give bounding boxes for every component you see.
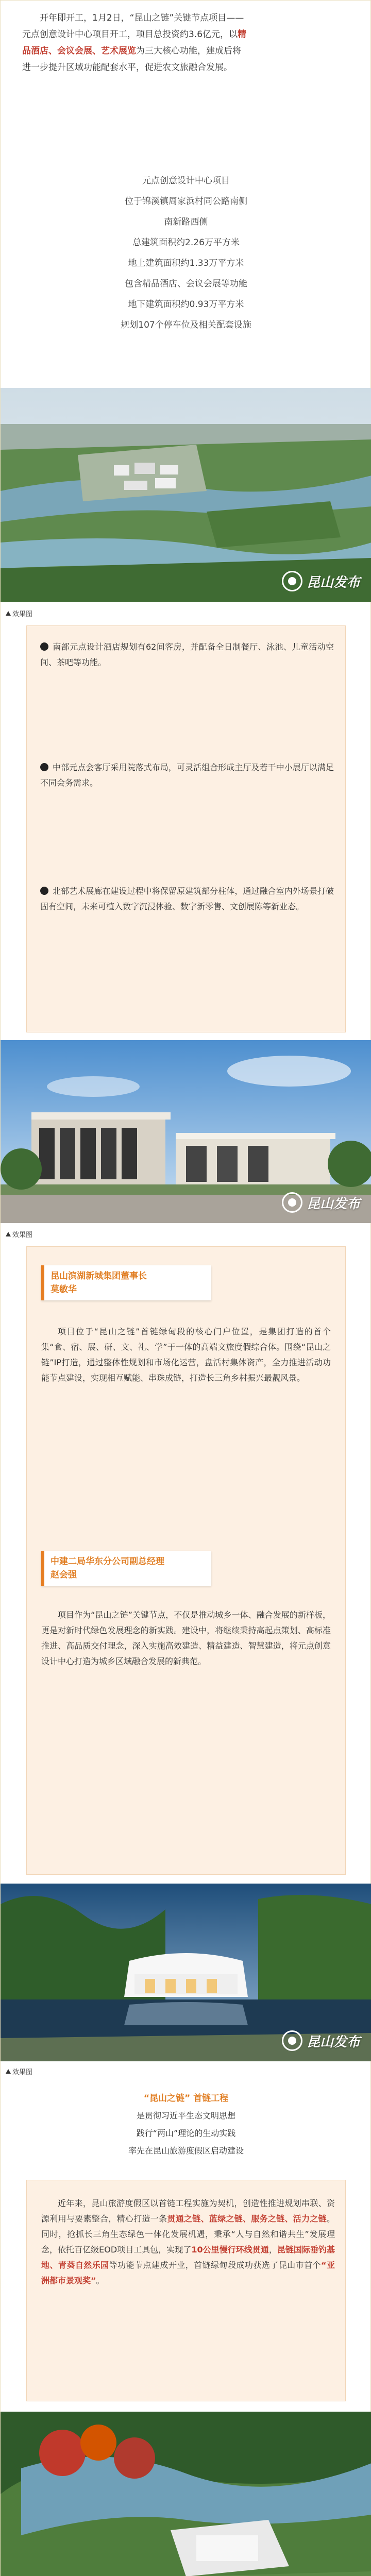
bullet-icon xyxy=(40,763,48,771)
text-span: 等功能节点建成开业，首链绿甸段成功获选了昆山市首个 xyxy=(109,2260,321,2270)
intro-line-4: 进一步提升区域功能配套水平，促进农文旅融合发展。 xyxy=(22,62,232,73)
watermark xyxy=(282,1192,360,1213)
intro-line-1: 开年即开工，1月2日，“昆山之链”关键节点项目—— xyxy=(40,13,244,23)
logo-icon xyxy=(282,571,302,591)
bullet-icon xyxy=(40,642,48,651)
watermark-text: 昆山发布 xyxy=(306,574,360,590)
caption-text: 效果图 xyxy=(12,1231,33,1239)
speaker-name: 赵会强 xyxy=(50,1570,77,1580)
triangle-icon xyxy=(6,1232,11,1236)
intro-highlight-a: 精 xyxy=(238,29,247,40)
functions-box xyxy=(26,625,346,1032)
fact-item: 总建筑面积约2.26万平方米 xyxy=(132,238,240,248)
speaker-title: 昆山滨湖新城集团董事长 xyxy=(50,1271,147,1281)
watermark-text: 昆山发布 xyxy=(306,1196,360,1212)
photo-caption xyxy=(6,1229,32,1239)
highlight-span: 10公里慢行环线贯通 xyxy=(191,2245,269,2255)
text-span: 。 xyxy=(96,2276,105,2285)
highlight-span: “亚洲都市景观奖” xyxy=(41,2260,335,2285)
intro-paragraph xyxy=(22,10,352,76)
bullet-icon xyxy=(40,887,48,895)
intro-line-3: 为三大核心功能，建成后将 xyxy=(136,46,241,56)
caption-text: 效果图 xyxy=(12,2069,33,2076)
highlight-span: 贯通之链、蓝绿之链、服务之链、活力之链 xyxy=(167,2214,327,2224)
summary-line: 践行“两山”理论的生动实践 xyxy=(136,2128,236,2138)
summary-line: 率先在昆山旅游度假区启动建设 xyxy=(128,2146,244,2156)
logo-icon xyxy=(282,2030,302,2051)
highlight-span: 昆链国际垂钓基地、青葵自然乐园 xyxy=(41,2245,335,2270)
bullet-item xyxy=(40,639,334,670)
watermark xyxy=(282,2030,360,2051)
achievements-box xyxy=(26,2180,346,2401)
park-aerial-photo xyxy=(1,2412,371,2576)
fact-item: 包含精品酒店、会议会展等功能 xyxy=(125,279,247,289)
triangle-icon xyxy=(6,2069,11,2074)
fact-item: 地上建筑面积约1.33万平方米 xyxy=(128,258,244,268)
pavilion-photo xyxy=(1,1884,371,2061)
watermark xyxy=(282,571,360,591)
aerial-illustration xyxy=(1,388,371,602)
photo-caption xyxy=(6,2066,32,2076)
bullet-text: 中部元点会客厅采用院落式布局，可灵活组合形成主厅及若干中小展厅以满足不同会务需求。 xyxy=(40,762,334,788)
text-span: 近年来，昆山旅游度假区以首链工程实施为契机，创造性推进规划串联、资源利用与要素整合，精心打造一条 xyxy=(41,2198,335,2224)
text-span: 。同时，抢抓长三角生态绿色一体化发展机遇，秉承“人与自然和谐共生”发展理念，依托百亿级EOD项目工具包，实现了 xyxy=(41,2214,335,2255)
intro-highlight-b: 品酒店、会议会展、艺术展览 xyxy=(22,46,136,56)
logo-icon xyxy=(282,1192,302,1213)
speaker-title: 中建二局华东分公司副总经理 xyxy=(50,1556,164,1567)
speaker-tag xyxy=(41,1551,211,1586)
project-summary xyxy=(1,2090,371,2160)
aerial-photo xyxy=(1,388,371,602)
project-facts xyxy=(1,171,371,335)
park-illustration xyxy=(1,2412,371,2576)
speaker-name: 莫敏华 xyxy=(50,1284,77,1295)
bullet-item xyxy=(40,884,334,914)
bullet-text: 北部艺术展廊在建设过程中将保留原建筑部分柱体，通过融合室内外场景打破固有空间，未来可植入数字沉浸体验、数字新零售、文创展陈等新业态。 xyxy=(40,886,334,911)
building-render-photo xyxy=(1,1040,371,1223)
quotes-box xyxy=(26,1246,346,1875)
fact-item: 规划107个停车位及相关配套设施 xyxy=(121,320,251,330)
text-span: ， xyxy=(268,2245,277,2255)
fact-item: 元点创意设计中心项目 xyxy=(142,176,230,186)
watermark-text: 昆山发布 xyxy=(306,2034,360,2050)
fact-item: 位于锦溪镇周家浜村同公路南侧 xyxy=(125,196,247,207)
summary-title: “昆山之链” 首链工程 xyxy=(143,2093,229,2104)
speaker-tag xyxy=(41,1265,211,1300)
bullet-text: 南部元点设计酒店规划有62间客房，并配备全日制餐厅、泳池、儿童活动空间、茶吧等功能。 xyxy=(40,642,334,667)
photo-caption xyxy=(6,608,32,618)
summary-line: 是贯彻习近平生态文明思想 xyxy=(136,2111,235,2121)
fact-item: 南新路西侧 xyxy=(164,217,208,227)
intro-line-2: 元点创意设计中心项目开工，项目总投资约3.6亿元，以 xyxy=(22,29,238,40)
fact-item: 地下建筑面积约0.93万平方米 xyxy=(128,299,244,310)
triangle-icon xyxy=(6,611,11,616)
quote-paragraph: 项目作为“昆山之链”关键节点，不仅是推动城乡一体、融合发展的新样板，更是对新时代绿色发展理念的新实践。建设中，将继续秉持高起点策划、高标准推进、高品质交付理念，深入实施高效建造、精益建造、智慧建造，将元点创意设计中心打造为城乡区域融合发展的新典范。 xyxy=(41,1610,331,1666)
quote-paragraph: 项目位于“昆山之链”首链绿甸段的核心门户位置，是集团打造的首个集“食、宿、展、研、文、礼、学”于一体的高端文旅度假综合体。围绕“昆山之链”IP打造，通过整体性规划和市场化运营，盘活村集体资产，全力推进活动功能节点建设，实现相互赋能、串珠成链，打造长三角乡村振兴最靓风景。 xyxy=(41,1327,331,1383)
bullet-item xyxy=(40,760,334,791)
achievements-paragraph xyxy=(41,2196,335,2289)
caption-text: 效果图 xyxy=(12,611,33,618)
